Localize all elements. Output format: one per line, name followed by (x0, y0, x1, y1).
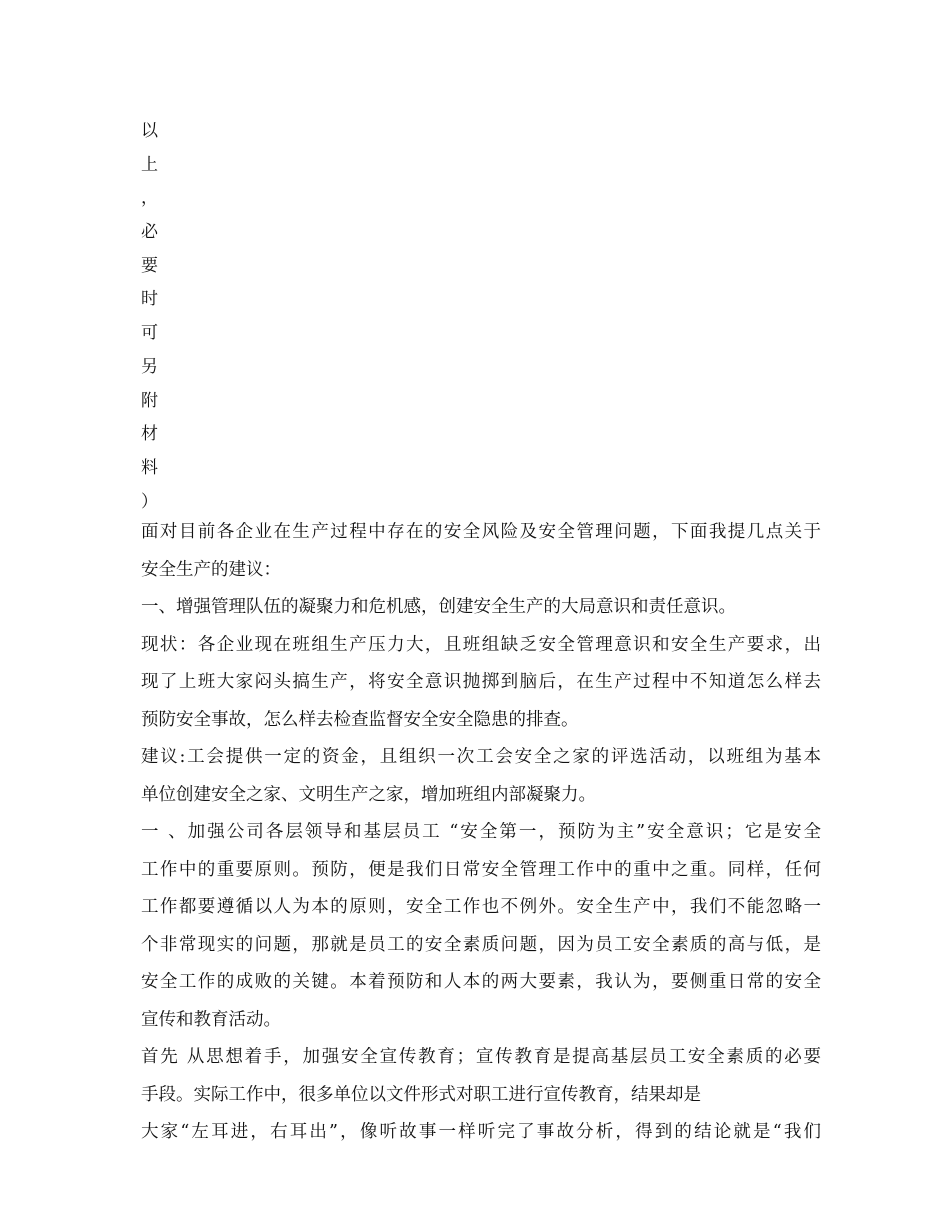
paragraph-line: 一、增强管理队伍的凝聚力和危机感，创建安全生产的大局意识和责任意识。 (141, 597, 736, 617)
paragraph-line: 单位创建安全之家、文明生产之家，增加班组内部凝聚力。 (141, 784, 596, 805)
vertical-char: ， (141, 188, 158, 209)
vertical-char: 另 (141, 356, 158, 377)
paragraph-line: 首先 从思想着手，加强安全宣传教育；宣传教育是提高基层员工安全素质的必要 (141, 1047, 821, 1067)
paragraph-line: 面对目前各企业在生产过程中存在的安全风险及安全管理问题，下面我提几点关于 (141, 522, 821, 542)
paragraph-line: 现了上班大家闷头搞生产，将安全意识抛掷到脑后，在生产过程中不知道怎么样去 (141, 672, 821, 692)
vertical-char: 料 (141, 457, 158, 478)
vertical-text-column (141, 117, 171, 521)
paragraph-line: 安全工作的成败的关键。本着预防和人本的两大要素，我认为，要侧重日常的安全 (141, 972, 821, 992)
vertical-char: 上 (141, 154, 158, 175)
vertical-char: 必 (141, 222, 158, 243)
paragraph-line: 建议:工会提供一定的资金，且组织一次工会安全之家的评选活动，以班组为基本 (141, 747, 821, 767)
paragraph-line: 大家“左耳进，右耳出”，像听故事一样听完了事故分析，得到的结论就是“我们 (141, 1122, 821, 1142)
paragraph-line: 预防安全事故，怎么样去检查监督安全安全隐患的排查。 (141, 709, 579, 730)
paragraph-line: 工作都要遵循以人为本的原则，安全工作也不例外。安全生产中，我们不能忽略一 (141, 897, 821, 917)
paragraph-line: 现状：各企业现在班组生产压力大，且班组缺乏安全管理意识和安全生产要求，出 (141, 634, 821, 655)
document-body (141, 518, 821, 1156)
vertical-char: ） (141, 491, 158, 512)
paragraph-line: 手段。实际工作中，很多单位以文件形式对职工进行宣传教育，结果却是 (141, 1084, 701, 1105)
paragraph-line: 宣传和教育活动。 (141, 1009, 281, 1030)
vertical-char: 附 (141, 390, 158, 411)
vertical-char: 材 (141, 424, 158, 445)
paragraph-line: 工作中的重要原则。预防，便是我们日常安全管理工作中的重中之重。同样，任何 (141, 859, 821, 880)
paragraph-line: 一 、加强公司各层领导和基层员工 “安全第一，预防为主”安全意识；它是安全 (141, 822, 821, 842)
vertical-char: 可 (141, 323, 158, 344)
paragraph-line: 个非常现实的问题，那就是员工的安全素质问题，因为员工安全素质的高与低，是 (141, 934, 821, 955)
vertical-char: 以 (141, 121, 158, 141)
vertical-char: 要 (141, 255, 158, 276)
vertical-char: 时 (141, 289, 158, 310)
paragraph-line: 安全生产的建议： (141, 559, 281, 580)
